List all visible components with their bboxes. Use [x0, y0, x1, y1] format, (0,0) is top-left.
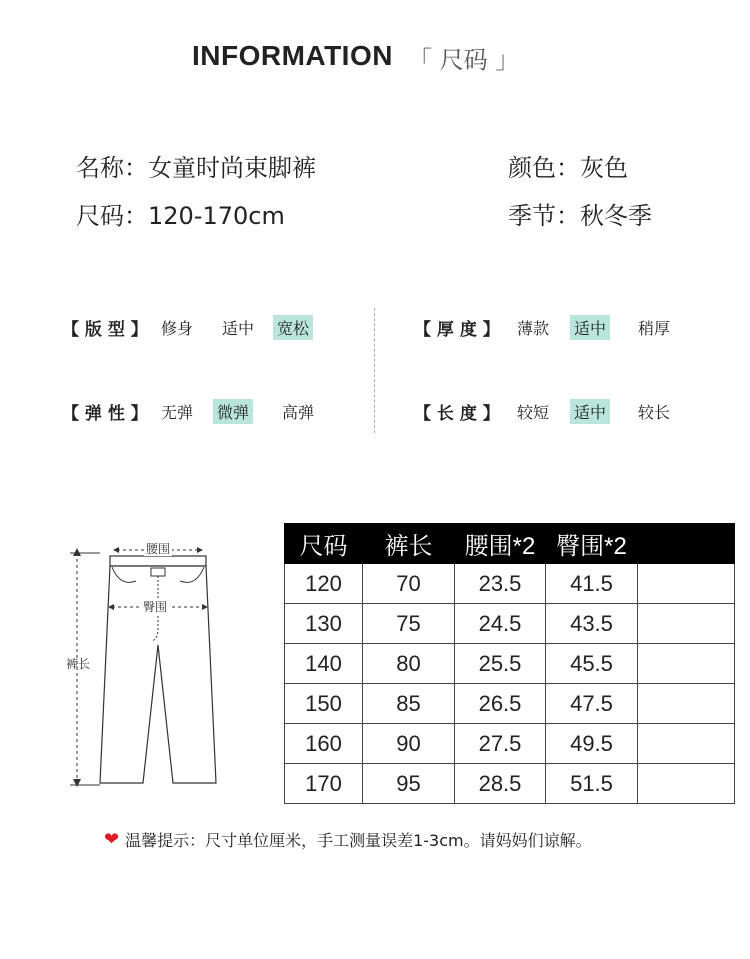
attr-length-option: 较短 [517, 403, 550, 422]
table-cell: 49.5 [546, 724, 638, 764]
attr-fit-option-selected: 宽松 [273, 315, 313, 340]
attr-fit-label: 【 版 型 】 [62, 320, 148, 340]
table-cell [638, 764, 735, 804]
table-cell: 51.5 [546, 764, 638, 804]
attr-thickness-option-selected: 适中 [570, 315, 610, 340]
table-row [285, 684, 735, 724]
attr-elasticity-option-selected: 微弹 [213, 399, 253, 424]
table-row [285, 644, 735, 684]
page-subtitle: 「 尺码 」 [408, 46, 520, 74]
attr-length-label: 【 长 度 】 [414, 404, 500, 424]
product-color: 颜色：灰色 [508, 154, 628, 182]
attr-fit-option: 修身 [161, 319, 194, 338]
table-cell: 150 [285, 684, 363, 724]
attr-elasticity-label: 【 弹 性 】 [62, 404, 148, 424]
tip-text: 温馨提示：尺寸单位厘米，手工测量误差1-3cm。请妈妈们谅解。 [125, 831, 592, 850]
table-row [285, 764, 735, 804]
attr-length-option: 较长 [638, 403, 671, 422]
table-row [285, 564, 735, 604]
attr-fit-option: 适中 [222, 319, 255, 338]
table-row [285, 604, 735, 644]
table-cell: 26.5 [455, 684, 546, 724]
size-table [284, 523, 735, 804]
length-arrow-head-top [73, 548, 81, 556]
attr-thickness-label: 【 厚 度 】 [414, 320, 500, 340]
pants-diagram [60, 535, 230, 795]
table-cell: 140 [285, 644, 363, 684]
heart-icon: ❤ [104, 829, 120, 850]
table-cell [638, 724, 735, 764]
table-cell: 41.5 [546, 564, 638, 604]
table-cell: 70 [363, 564, 455, 604]
attr-thickness-option: 稍厚 [638, 319, 671, 338]
attr-elasticity-option: 高弹 [282, 403, 315, 422]
table-cell: 130 [285, 604, 363, 644]
table-cell: 23.5 [455, 564, 546, 604]
table-header-row [285, 524, 735, 564]
table-cell: 27.5 [455, 724, 546, 764]
product-size-range: 尺码：120-170cm [76, 202, 285, 230]
waist-label: 腰围 [146, 542, 171, 556]
column-header: 臀围*2 [546, 524, 638, 564]
column-header: 裤长 [363, 524, 455, 564]
waistband [110, 556, 206, 566]
table-cell: 80 [363, 644, 455, 684]
product-season: 季节：秋冬季 [508, 202, 652, 230]
product-name: 名称：女童时尚束脚裤 [76, 154, 316, 182]
table-cell: 85 [363, 684, 455, 724]
attr-length-option-selected: 适中 [570, 399, 610, 424]
table-row [285, 724, 735, 764]
table-cell: 160 [285, 724, 363, 764]
attributes-divider [374, 308, 375, 433]
waist-arrow-head-right [197, 547, 203, 553]
hip-label: 臀围 [143, 600, 168, 614]
table-cell: 120 [285, 564, 363, 604]
length-label: 裤长 [66, 657, 91, 671]
table-cell [638, 564, 735, 604]
attr-elasticity-option: 无弹 [161, 403, 194, 422]
table-cell [638, 684, 735, 724]
table-cell: 47.5 [546, 684, 638, 724]
table-cell: 45.5 [546, 644, 638, 684]
table-cell: 170 [285, 764, 363, 804]
length-arrow-head-bottom [73, 779, 81, 787]
column-header: 腰围*2 [455, 524, 546, 564]
table-cell: 25.5 [455, 644, 546, 684]
table-cell: 28.5 [455, 764, 546, 804]
table-cell [638, 644, 735, 684]
table-cell: 90 [363, 724, 455, 764]
column-header: 尺码 [285, 524, 363, 564]
table-cell: 75 [363, 604, 455, 644]
page-title: INFORMATION [192, 40, 393, 71]
waist-arrow-head-left [113, 547, 119, 553]
table-cell: 43.5 [546, 604, 638, 644]
tip-note [104, 828, 592, 851]
table-cell: 24.5 [455, 604, 546, 644]
pants-outline [100, 566, 216, 783]
table-cell [638, 604, 735, 644]
table-cell: 95 [363, 764, 455, 804]
attr-thickness-option: 薄款 [517, 319, 550, 338]
column-header [638, 524, 735, 564]
